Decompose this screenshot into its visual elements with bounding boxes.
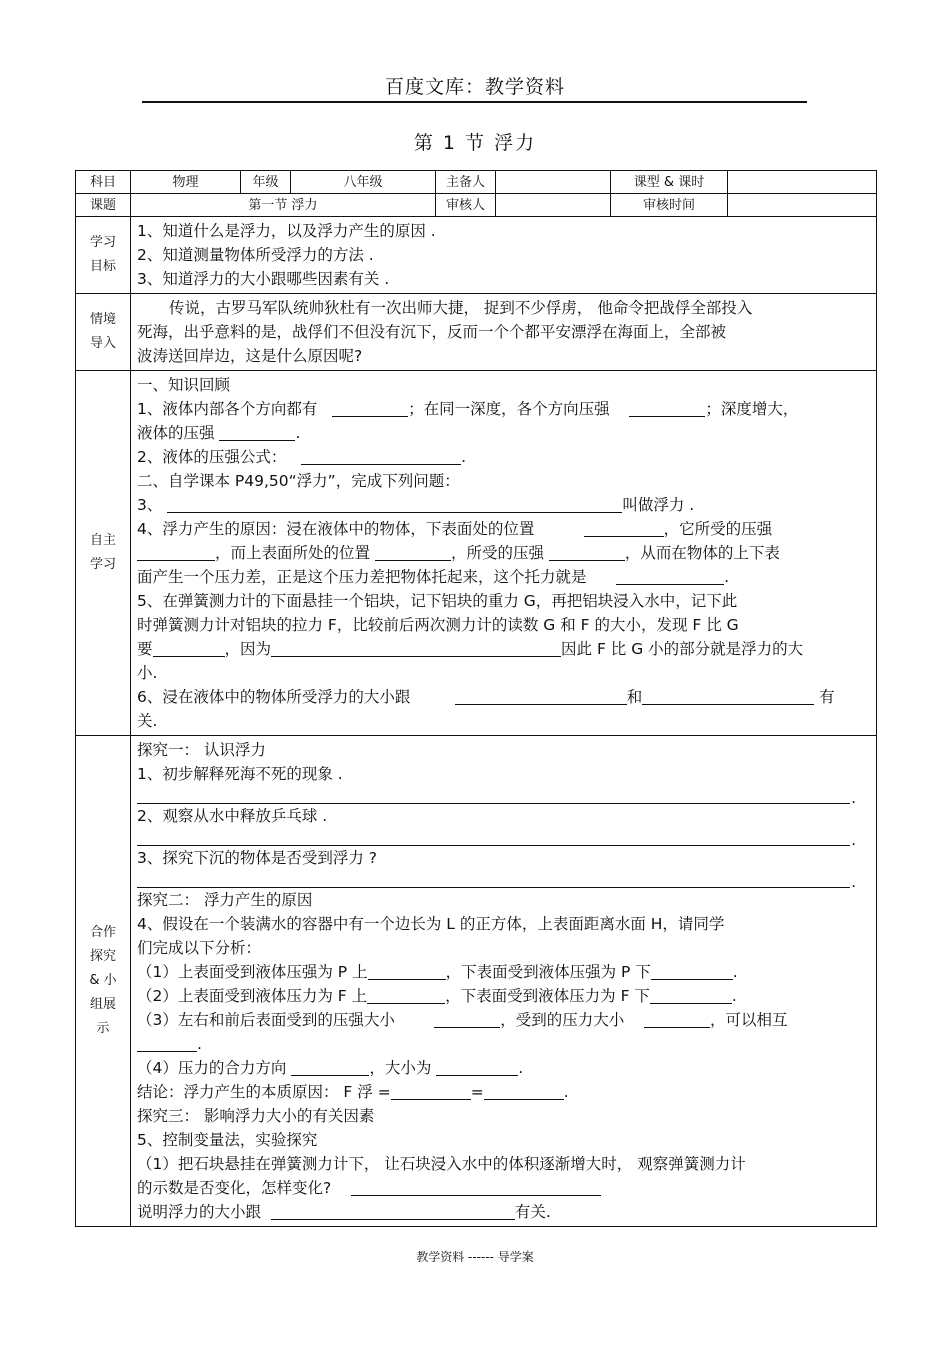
info-row-1 — [76, 171, 877, 194]
coop-question-3: 3、探究下沉的物体是否受到浮力 ? — [137, 849, 378, 867]
preparer-value — [496, 171, 611, 194]
question-5-cont: 要 ，因为 因此 F 比 G 小的部分就是浮力的大 — [137, 640, 804, 658]
analysis-2: （2）上表面受到液体压力为 F 上 ，下表面受到液体压力为 F 下 . — [137, 987, 737, 1005]
goal-item: 3、知道浮力的大小跟哪些因素有关 . — [137, 270, 390, 288]
section-heading: 二、自学课本 P49,50“浮力”，完成下列问题： — [137, 472, 460, 490]
answer-blank[interactable] — [153, 640, 225, 657]
self-study-label: 自主 学习 — [76, 371, 131, 736]
intro-line: 传说，古罗马军队统帅狄杜有一次出师大捷， 捉到不少俘虏， 他命令把战俘全部投入 — [169, 299, 753, 317]
answer-blank[interactable] — [368, 963, 446, 980]
answer-blank[interactable] — [616, 568, 724, 585]
answer-blank[interactable] — [167, 496, 622, 513]
answer-blank[interactable] — [455, 688, 627, 705]
intro-content — [131, 294, 877, 371]
coop-label: 合作 探究 & 小 组展 示 — [76, 736, 131, 1227]
header-divider — [142, 101, 807, 103]
answer-blank[interactable] — [434, 1011, 500, 1028]
header-title: 百度文库：教学资料 — [384, 76, 565, 98]
coop-question-4-cont: 们完成以下分析： — [137, 939, 262, 957]
intro-line: 波涛送回岸边，这是什么原因呢? — [137, 347, 363, 365]
question-1-cont: 液体的压强 . — [137, 424, 301, 442]
lesson-table — [75, 170, 877, 1227]
subject-value: 物理 — [131, 171, 241, 194]
question-4-cont: 面产生一个压力差，正是这个压力差把物体托起来，这个托力就是 . — [137, 568, 730, 586]
experiment-1-conclusion: 说明浮力的大小跟 有关. — [137, 1203, 551, 1221]
page-footer: 教学资料 ------ 导学案 — [416, 1250, 534, 1264]
answer-blank[interactable] — [650, 987, 732, 1004]
analysis-3-cont: . — [137, 1032, 870, 1056]
answer-blank[interactable] — [332, 400, 408, 417]
lesson-type-value — [728, 171, 877, 194]
answer-blank[interactable] — [219, 424, 295, 441]
conclusion: 结论：浮力产生的本质原因： F 浮 = = . — [137, 1083, 569, 1101]
answer-line[interactable]: . — [137, 828, 870, 846]
preparer-label: 主备人 — [436, 171, 496, 194]
lesson-type-label: 课型 & 课时 — [611, 171, 728, 194]
answer-line[interactable]: . — [137, 786, 870, 804]
review-time-value — [728, 194, 877, 217]
review-time-label: 审核时间 — [611, 194, 728, 217]
coop-content — [131, 736, 877, 1227]
question-5-cont: 小. — [137, 664, 158, 682]
coop-row — [76, 736, 877, 1227]
goal-item: 2、知道测量物体所受浮力的方法 . — [137, 246, 374, 264]
topic-label: 课题 — [76, 194, 131, 217]
goal-item: 1、知道什么是浮力，以及浮力产生的原因 . — [137, 222, 436, 240]
analysis-3: （3）左右和前后表面受到的压强大小 ，受到的压力大小 ，可以相互 — [137, 1011, 788, 1029]
question-3: 3、 叫做浮力 . — [137, 496, 695, 514]
info-row-2 — [76, 194, 877, 217]
document-title: 第 1 节 浮力 — [413, 132, 537, 154]
question-4: 4、浮力产生的原因：浸在液体中的物体，下表面处的位置 ，它所受的压强 — [137, 520, 773, 538]
coop-question-4: 4、假设在一个装满水的容器中有一个边长为 L 的正方体，上表面距离水面 H，请同学 — [137, 915, 725, 933]
grade-value: 八年级 — [291, 171, 436, 194]
answer-blank[interactable] — [651, 963, 733, 980]
question-4-cont: ，而上表面所处的位置 ，所受的压强 ，从而在物体的上下表 — [137, 541, 870, 565]
subject-label: 科目 — [76, 171, 131, 194]
question-6: 6、浸在液体中的物体所受浮力的大小跟 和 有 — [137, 688, 835, 706]
answer-blank[interactable] — [291, 1059, 369, 1076]
answer-blank[interactable] — [549, 544, 625, 561]
question-5-cont: 时弹簧测力计对铝块的拉力 F，比较前后两次测力计的读数 G 和 F 的大小，发现 F 比 G — [137, 616, 739, 634]
answer-blank[interactable] — [137, 1035, 197, 1052]
reviewer-label: 审核人 — [436, 194, 496, 217]
goals-row — [76, 217, 877, 294]
answer-blank[interactable] — [271, 1203, 515, 1220]
coop-question-2: 2、观察从水中释放乒乓球 . — [137, 807, 328, 825]
answer-blank[interactable] — [301, 448, 461, 465]
experiment-1: （1）把石块悬挂在弹簧测力计下， 让石块浸入水中的体积逐渐增大时， 观察弹簧测力计 — [137, 1155, 746, 1173]
answer-blank[interactable] — [351, 1179, 601, 1196]
answer-blank[interactable] — [484, 1083, 564, 1100]
analysis-1: （1）上表面受到液体压强为 P 上 ，下表面受到液体压强为 P 下 . — [137, 963, 738, 981]
answer-blank[interactable] — [367, 987, 445, 1004]
answer-blank[interactable] — [629, 400, 705, 417]
answer-blank[interactable] — [375, 544, 451, 561]
explore-heading: 探究三： 影响浮力大小的有关因素 — [137, 1107, 375, 1125]
goals-content — [131, 217, 877, 294]
coop-question-1: 1、初步解释死海不死的现象 . — [137, 765, 343, 783]
goals-label: 学习 目标 — [76, 217, 131, 294]
explore-heading: 探究一： 认识浮力 — [137, 741, 266, 759]
answer-blank[interactable] — [271, 640, 561, 657]
intro-line: 死海，出乎意料的是，战俘们不但没有沉下，反而一个个都平安漂浮在海面上，全部被 — [137, 323, 727, 341]
answer-line[interactable]: . — [137, 870, 870, 888]
self-study-row — [76, 371, 877, 736]
coop-question-5: 5、控制变量法，实验探究 — [137, 1131, 318, 1149]
self-study-content — [131, 371, 877, 736]
answer-blank[interactable] — [642, 688, 814, 705]
answer-blank[interactable] — [436, 1059, 518, 1076]
experiment-1-cont: 的示数是否变化，怎样变化? — [137, 1176, 870, 1200]
answer-blank[interactable] — [644, 1011, 710, 1028]
question-6-cont: 关. — [137, 712, 158, 730]
question-5: 5、在弹簧测力计的下面悬挂一个铝块，记下铝块的重力 G，再把铝块浸入水中，记下此 — [137, 592, 738, 610]
question-2: 2、液体的压强公式： . — [137, 448, 467, 466]
explore-heading: 探究二： 浮力产生的原因 — [137, 891, 313, 909]
answer-blank[interactable] — [137, 544, 215, 561]
analysis-4: （4）压力的合力方向 ，大小为 . — [137, 1059, 524, 1077]
intro-label: 情境 导入 — [76, 294, 131, 371]
reviewer-value — [496, 194, 611, 217]
answer-blank[interactable] — [391, 1083, 471, 1100]
question-1: 1、液体内部各个方向都有 ；在同一深度，各个方向压强 ；深度增大， — [137, 400, 799, 418]
grade-label: 年级 — [241, 171, 291, 194]
topic-value: 第一节 浮力 — [131, 194, 436, 217]
intro-row — [76, 294, 877, 371]
answer-blank[interactable] — [584, 520, 664, 537]
section-heading: 一、知识回顾 — [137, 376, 231, 394]
